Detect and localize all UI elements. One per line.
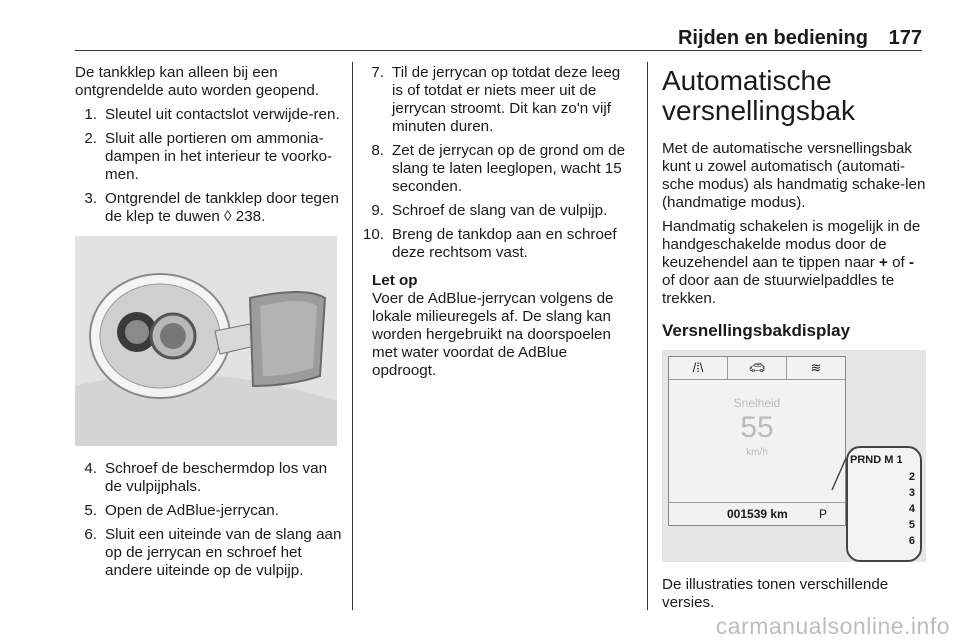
page-header — [0, 0, 960, 50]
list-item: 9. Schroef de slang van de vulpijp. — [371, 202, 608, 219]
car-icon: 🚗︎ — [728, 357, 787, 379]
fuel-icon: ≋ — [810, 360, 822, 375]
gear-indicator: P — [819, 507, 828, 521]
steps-list-a — [75, 106, 345, 226]
steps-list-b — [75, 460, 345, 580]
gear-5: 5 — [908, 519, 915, 531]
subheading: Versnellingsbakdisplay — [662, 321, 851, 340]
filler-neck-illustration — [75, 236, 337, 446]
gear-row: PRND M 1 — [850, 454, 903, 466]
column-divider — [647, 62, 648, 610]
list-item: 8. Zet de jerrycan op de grond om de slang te laten leeglopen, wacht 15 seconden. — [371, 142, 626, 195]
paragraph: Met de automatische versnellingsbak kunt u zowel automatisch (automati-sche modus) als handmatig schake-len (handmatige modus). — [662, 140, 926, 211]
column-1 — [75, 64, 345, 586]
header-rule — [75, 50, 922, 51]
transmission-display-illustration — [662, 350, 926, 562]
gear-4: 4 — [908, 503, 915, 515]
section-title: Rijden en bediening — [677, 27, 868, 49]
column-divider — [352, 62, 353, 610]
list-item: 6. Sluit een uiteinde van de slang aan op de jerrycan en schroef het andere uiteinde op de vulpijp. — [84, 526, 342, 579]
note-text: Voer de AdBlue-jerrycan volgens de lokale milieuregels af. De slang kan worden hergebruikt na doorspoelen met water voordat de AdBlue opdroogt. — [372, 290, 614, 379]
list-item: 5. Open de AdBlue-jerrycan. — [84, 502, 279, 519]
lane-icon: /⁞\ — [669, 357, 728, 379]
paragraph: Handmatig schakelen is mogelijk in de handgeschakelde modus door de keuzehendel aan te tippen naar + of - of door aan de stuurwielpaddles te trekken. — [662, 218, 921, 307]
speed-unit: km/h — [746, 447, 768, 458]
speed-label: Snelheid — [733, 396, 781, 410]
gear-6: 6 — [908, 535, 915, 547]
column-3 — [662, 64, 928, 618]
steps-list-c — [362, 64, 634, 262]
odometer: 001539 km — [727, 507, 788, 521]
list-item: 3. Ontgrendel de tankklep door tegen de klep te duwen ◊ 238. — [84, 190, 339, 225]
note-title: Let op — [372, 272, 418, 289]
caption: De illustraties tonen verschillende versies. — [662, 576, 889, 611]
section-heading: Automatische versnellingsbak — [662, 65, 855, 126]
list-item: 2. Sluit alle portieren om ammonia-dampen in het interieur te voorko-men. — [84, 130, 333, 183]
watermark: carmanualsonline.info — [715, 613, 950, 639]
intro-text: De tankklep kan alleen bij een ontgrendelde auto worden geopend. — [75, 64, 320, 99]
column-2 — [362, 64, 634, 380]
page-number: 177 — [888, 27, 922, 49]
list-item: 1. Sleutel uit contactslot verwijde-ren. — [84, 106, 340, 123]
list-item: 4. Schroef de beschermdop los van de vulpijphals. — [84, 460, 328, 495]
gear-2: 2 — [908, 471, 915, 483]
list-item: 7. Til de jerrycan op totdat deze leeg is of totdat er niets meer uit de jerrycan stroomt. Dit kan zo'n vijf minuten duren. — [371, 64, 621, 135]
speed-value: 55 — [740, 411, 774, 444]
list-item: 10. Breng de tankdop aan en schroef deze rechtsom vast. — [362, 226, 617, 261]
gear-3: 3 — [908, 487, 915, 499]
